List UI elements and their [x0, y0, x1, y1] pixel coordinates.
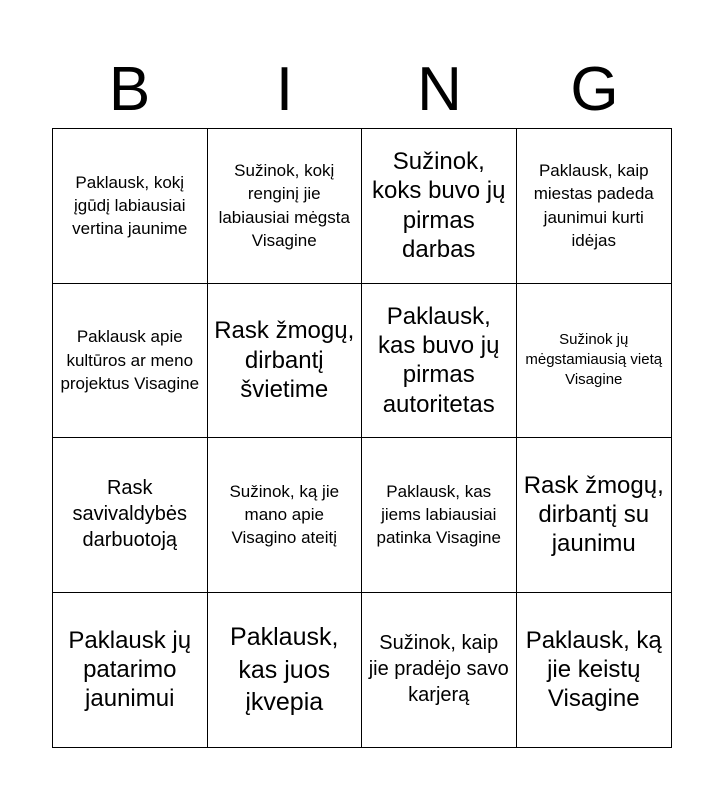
cell-text: Rask žmogų, dirbantį su jaunimu [523, 471, 664, 558]
cell-text: Paklausk, kaip miestas padeda jaunimui kurti idėjas [533, 160, 654, 251]
bingo-cell-r4-c4[interactable] [517, 593, 672, 748]
bingo-cell-r1-c3[interactable] [362, 129, 517, 284]
bingo-cell-r3-c4[interactable] [517, 438, 672, 593]
header-letter-n: N [417, 55, 462, 124]
bingo-cell-r1-c2[interactable] [208, 129, 363, 284]
cell-text: Paklausk, kas juos įkvepia [230, 623, 339, 716]
bingo-cell-r3-c1[interactable] [53, 438, 208, 593]
cell-text: Rask savivaldybės darbuotoją [72, 477, 187, 551]
cell-text: Sužinok, koks buvo jų pirmas darbas [372, 148, 506, 264]
cell-text: Paklausk, kokį įgūdį labiausiai vertina jaunime [72, 172, 188, 239]
cell-text: Sužinok, ką jie mano apie Visagino ateitį [229, 481, 340, 548]
bingo-cell-r4-c1[interactable] [53, 593, 208, 748]
bingo-cell-r4-c2[interactable] [208, 593, 363, 748]
cell-text: Sužinok jų mėgstamiausią vietą Visagine [525, 330, 663, 389]
cell-text: Paklausk jų patarimo jaunimui [68, 626, 192, 713]
header-letter-b: B [108, 55, 151, 124]
bingo-cell-r1-c1[interactable] [53, 129, 208, 284]
bingo-cell-r4-c3[interactable] [362, 593, 517, 748]
header-letter-g: G [570, 55, 619, 124]
cell-text: Rask žmogų, dirbantį švietime [214, 317, 355, 403]
bingo-board [52, 128, 672, 748]
bingo-cell-r2-c3[interactable] [362, 284, 517, 439]
cell-text: Paklausk, kas jiems labiausiai patinka Visagine [376, 481, 501, 548]
bingo-cell-r2-c1[interactable] [53, 284, 208, 439]
bingo-header [52, 52, 672, 128]
bingo-cell-r2-c2[interactable] [208, 284, 363, 439]
cell-text: Sužinok, kokį renginį jie labiausiai mėgsta Visagine [218, 160, 350, 251]
cell-text: Sužinok, kaip jie pradėjo savo karjerą [368, 632, 509, 706]
cell-text: Paklausk apie kultūros ar meno projektus Visagine [60, 327, 200, 393]
bingo-cell-r3-c2[interactable] [208, 438, 363, 593]
cell-text: Paklausk, ką jie keistų Visagine [525, 626, 662, 713]
cell-text: Paklausk, kas buvo jų pirmas autoritetas [378, 302, 500, 418]
bingo-cell-r2-c4[interactable] [517, 284, 672, 439]
header-letter-i: I [275, 55, 294, 124]
bingo-cell-r1-c4[interactable] [517, 129, 672, 284]
bingo-cell-r3-c3[interactable] [362, 438, 517, 593]
